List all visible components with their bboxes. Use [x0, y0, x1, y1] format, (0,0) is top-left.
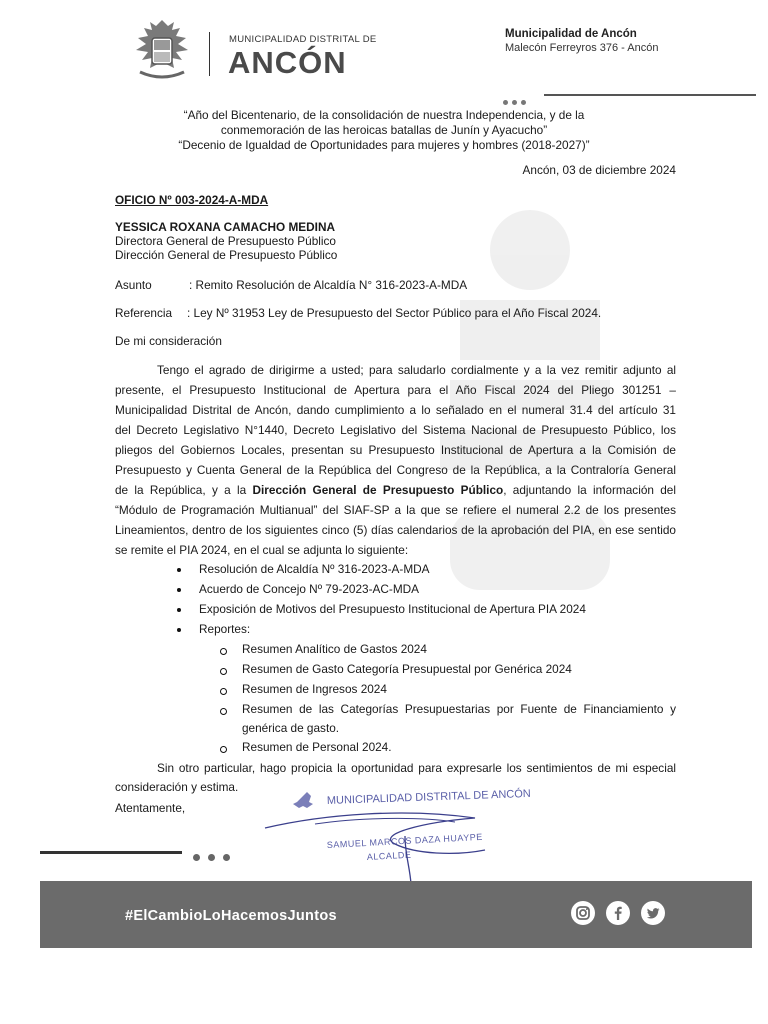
signoff: Atentamente,	[115, 801, 186, 815]
stamp-title: MUNICIPALIDAD DISTRITAL DE ANCÓN	[326, 787, 531, 807]
header-rule	[544, 94, 756, 96]
salutation: De mi consideración	[115, 334, 222, 348]
sub-bullet	[220, 668, 227, 675]
municipality-subtitle: MUNICIPALIDAD DISTRITAL DE	[229, 34, 377, 45]
sub-bullet	[220, 746, 227, 753]
campaign-hashtag: #ElCambioLoHacemosJuntos	[125, 908, 337, 924]
recipient-office: Dirección General de Presupuesto Público	[115, 248, 338, 262]
recipient-name: YESSICA ROXANA CAMACHO MEDINA	[115, 220, 335, 234]
report-item: Resumen de Ingresos 2024	[242, 682, 387, 696]
address-title: Municipalidad de Ancón	[505, 28, 637, 40]
reference-label: Referencia	[115, 306, 173, 320]
body-line-4: del Decreto Legislativo N°1440, Decreto Legislativo del Sistema Nacional de Presupuesto Público, los	[115, 423, 676, 437]
attachment-item: Resolución de Alcaldía Nº 316-2023-A-MDA	[199, 562, 430, 576]
subject-label: Asunto	[115, 278, 152, 292]
footer-rule	[40, 851, 182, 854]
signature-stamp	[255, 787, 531, 888]
watermark-emblem	[420, 190, 640, 610]
closing-line-1: Sin otro particular, hago propicia la oportunidad para expresarle los sentimientos de mi especial	[157, 761, 676, 775]
twitter-icon[interactable]	[641, 901, 665, 925]
body-line-3: Municipalidad Distrital de Ancón, dando cumplimiento a lo señalado en el numeral 31.4 del artículo 31	[115, 403, 676, 417]
bullet	[177, 628, 181, 632]
facebook-icon[interactable]	[606, 901, 630, 925]
report-item: Resumen Analítico de Gastos 2024	[242, 642, 427, 656]
bullet	[177, 588, 181, 592]
sub-bullet	[220, 648, 227, 655]
footer-dots	[193, 848, 238, 866]
bullet	[177, 608, 181, 612]
report-item: Resumen de las Categorías Presupuestarias por Fuente de Financiamiento y	[242, 702, 676, 716]
body-line-1: Tengo el agrado de dirigirme a usted; para saludarlo cordialmente y a la vez remitir adjunto al	[157, 363, 676, 377]
body-line-2: presente, el Presupuesto Institucional de Apertura para el Año Fiscal 2024 del Pliego 301251 –	[115, 383, 676, 397]
instagram-icon[interactable]	[571, 901, 595, 925]
attachment-item: Reportes:	[199, 622, 251, 636]
stamp-name: SAMUEL MARCOS DAZA HUAYPE	[326, 831, 483, 850]
address-line: Malecón Ferreyros 376 - Ancón	[505, 42, 659, 54]
motto-line-1: “Año del Bicentenario, de la consolidación de nuestra Independencia, y de la	[183, 108, 585, 122]
coat-of-arms-logo	[128, 16, 196, 84]
reference-value: : Ley Nº 31953 Ley de Presupuesto del Sector Público para el Año Fiscal 2024.	[187, 306, 602, 320]
municipality-name: ANCÓN	[228, 45, 347, 80]
subject-value: : Remito Resolución de Alcaldía N° 316-2023-A-MDA	[189, 278, 468, 292]
sub-bullet	[220, 688, 227, 695]
document-number: OFICIO Nº 003-2024-A-MDA	[115, 193, 269, 207]
sub-bullet	[220, 708, 227, 715]
body-line-10: se remite el PIA 2024, en el cual se adjunta lo siguiente:	[115, 543, 409, 557]
motto-line-2: conmemoración de las heroicas batallas de Junín y Ayacucho”	[220, 123, 548, 137]
stamp-role: ALCALDE	[366, 849, 412, 862]
body-line-5: pliegos del Gobiernos Locales, presentan su Presupuesto Institucional de Apertura a la Comisión de	[115, 443, 676, 457]
attachment-item: Exposición de Motivos del Presupuesto Institucional de Apertura PIA 2024	[199, 602, 586, 616]
date-line: Ancón, 03 de diciembre 2024	[522, 163, 676, 177]
recipient-position: Directora General de Presupuesto Público	[115, 234, 336, 248]
body-line-9: Lineamientos, dentro de los siguientes cinco (5) días calendarios de la aprobación del PIA, en ese sentido	[115, 523, 676, 537]
bullet	[177, 568, 181, 572]
report-item-continued: genérica de gasto.	[242, 721, 340, 735]
body-line-6: Presupuesto y Cuenta General de la República del Congreso de la República, a la Contraloría General	[115, 463, 676, 477]
report-item: Resumen de Gasto Categoría Presupuestal por Genérica 2024	[242, 662, 572, 676]
report-item: Resumen de Personal 2024.	[242, 740, 392, 754]
body-line-7: de la República, y a la Dirección General de Presupuesto Público, adjuntando la información del	[115, 483, 676, 497]
closing-line-2: consideración y estima.	[115, 780, 239, 794]
header-divider	[209, 32, 210, 76]
motto-line-3: “Decenio de Igualdad de Oportunidades para mujeres y hombres (2018-2027)”	[178, 138, 590, 152]
body-line-8: “Módulo de Programación Multianual” del SIAF-SP a la que se refiere el numeral 2.2 de los presentes	[115, 503, 676, 517]
attachment-item: Acuerdo de Concejo Nº 79-2023-AC-MDA	[199, 582, 420, 596]
